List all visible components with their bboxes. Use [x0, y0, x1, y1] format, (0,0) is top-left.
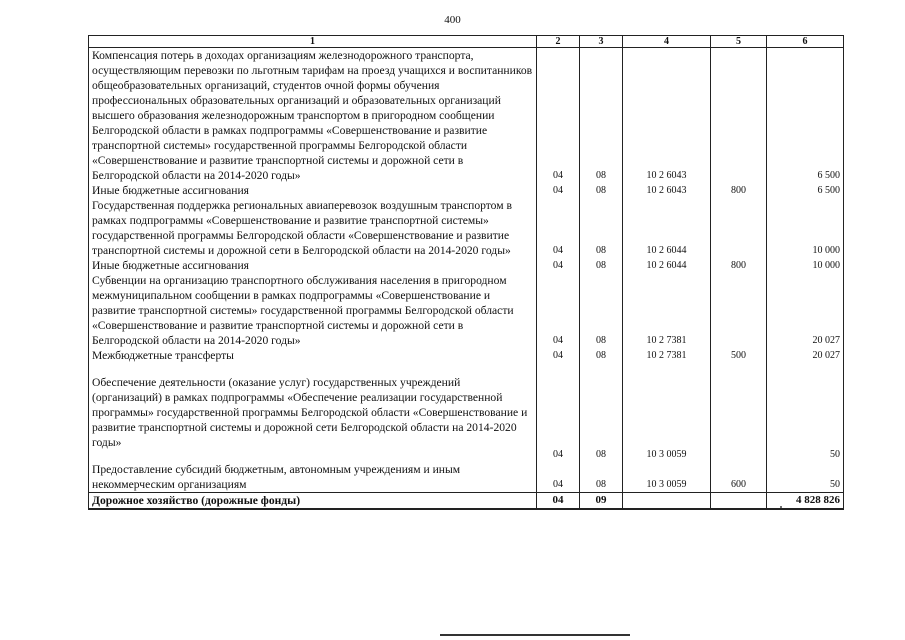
subsection-code: 08: [580, 198, 623, 258]
subsection-code: 08: [580, 462, 623, 493]
expense-type-code: [711, 273, 767, 348]
expense-type-code: 800: [711, 183, 767, 198]
expense-name: Субвенции на организацию транспортного обслуживания населения в пригородном межмуниципальном сообщении в рамках подпрограммы «Совершенствование и развитие транспортной системы» государственной программы Белгородской области «Совершенствование и развитие транспортной системы и дорожной сети в Белгородской области на 2014-2020 годы»: [89, 273, 537, 348]
amount: 20 027: [767, 273, 844, 348]
section-code: 04: [537, 183, 580, 198]
target-article-code: 10 2 6043: [623, 48, 711, 184]
total-expense-type-code: [711, 493, 767, 510]
section-code: 04: [537, 198, 580, 258]
section-code: 04: [537, 375, 580, 462]
target-article-code: 10 3 0059: [623, 375, 711, 462]
amount: 50: [767, 375, 844, 462]
section-code: 04: [537, 258, 580, 273]
expense-type-code: [711, 48, 767, 184]
expense-name: Обеспечение деятельности (оказание услуг) государственных учреждений (организаций) в рамках подпрограммы «Обеспечение реализации государственной программы» государственной программы Белгородской области «Совершенствование и развитие транспортной системы и дорожной сети Белгородской области на 2014-2020 годы»: [89, 375, 537, 462]
expense-type-code: 500: [711, 348, 767, 375]
subsection-code: 08: [580, 273, 623, 348]
subsection-code: 08: [580, 258, 623, 273]
expense-name: Государственная поддержка региональных авиаперевозок воздушным транспортом в рамках подпрограммы «Совершенствование и развитие транспортной системы» государственной программы Белгородской области «Совершенствование и развитие транспортной системы и дорожной сети в Белгородской области на 2014-2020 годы»: [89, 198, 537, 258]
column-header: 3: [580, 36, 623, 48]
expense-name: Предоставление субсидий бюджетным, автономным учреждениям и иным некоммерческим организациям: [89, 462, 537, 493]
scan-speck: [780, 506, 782, 508]
table-row: [89, 258, 844, 273]
expense-type-code: 800: [711, 258, 767, 273]
total-target-article-code: [623, 493, 711, 510]
table-row: [89, 183, 844, 198]
table-row: [89, 48, 844, 184]
section-code: 04: [537, 348, 580, 375]
column-header: 5: [711, 36, 767, 48]
target-article-code: 10 2 6044: [623, 198, 711, 258]
target-article-code: 10 2 6044: [623, 258, 711, 273]
section-code: 04: [537, 462, 580, 493]
target-article-code: 10 3 0059: [623, 462, 711, 493]
table-row: [89, 462, 844, 493]
subsection-code: 08: [580, 48, 623, 184]
scan-edge-mark: [440, 634, 630, 636]
column-header: 6: [767, 36, 844, 48]
section-code: 04: [537, 273, 580, 348]
expense-type-code: [711, 198, 767, 258]
column-header: 4: [623, 36, 711, 48]
total-amount: 4 828 826: [767, 493, 844, 510]
expense-name: Иные бюджетные ассигнования: [89, 258, 537, 273]
table-row: [89, 198, 844, 258]
total-section-code: 04: [537, 493, 580, 510]
expense-name: Компенсация потерь в доходах организациям железнодорожного транспорта, осуществляющим перевозки по льготным тарифам на проезд учащихся и воспитанников общеобразовательных организаций, студентов очной формы обучения профессиональных образовательных организаций и образовательных организаций высшего образования железнодорожным транспортом в пригородном сообщении Белгородской области в рамках подпрограммы «Совершенствование и развитие транспортной системы» государственной программы Белгородской области «Совершенствование и развитие транспортной системы и дорожной сети в Белгородской области на 2014-2020 годы»: [89, 48, 537, 184]
table-row: [89, 348, 844, 375]
table-header-row: [89, 36, 844, 48]
expense-type-code: [711, 375, 767, 462]
amount: 6 500: [767, 48, 844, 184]
expense-type-code: 600: [711, 462, 767, 493]
budget-table: [88, 35, 844, 510]
column-header: 1: [89, 36, 537, 48]
page-number: 400: [444, 14, 461, 26]
amount: 6 500: [767, 183, 844, 198]
amount: 50: [767, 462, 844, 493]
amount: 10 000: [767, 198, 844, 258]
subsection-code: 08: [580, 348, 623, 375]
expense-name: Иные бюджетные ассигнования: [89, 183, 537, 198]
expense-name: Межбюджетные трансферты: [89, 348, 537, 375]
table-row: [89, 273, 844, 348]
subsection-code: 08: [580, 375, 623, 462]
amount: 20 027: [767, 348, 844, 375]
total-row: [89, 493, 844, 510]
section-code: 04: [537, 48, 580, 184]
total-name: Дорожное хозяйство (дорожные фонды): [89, 493, 537, 510]
target-article-code: 10 2 6043: [623, 183, 711, 198]
target-article-code: 10 2 7381: [623, 273, 711, 348]
amount: 10 000: [767, 258, 844, 273]
subsection-code: 08: [580, 183, 623, 198]
total-subsection-code: 09: [580, 493, 623, 510]
table-row: [89, 375, 844, 462]
target-article-code: 10 2 7381: [623, 348, 711, 375]
column-header: 2: [537, 36, 580, 48]
